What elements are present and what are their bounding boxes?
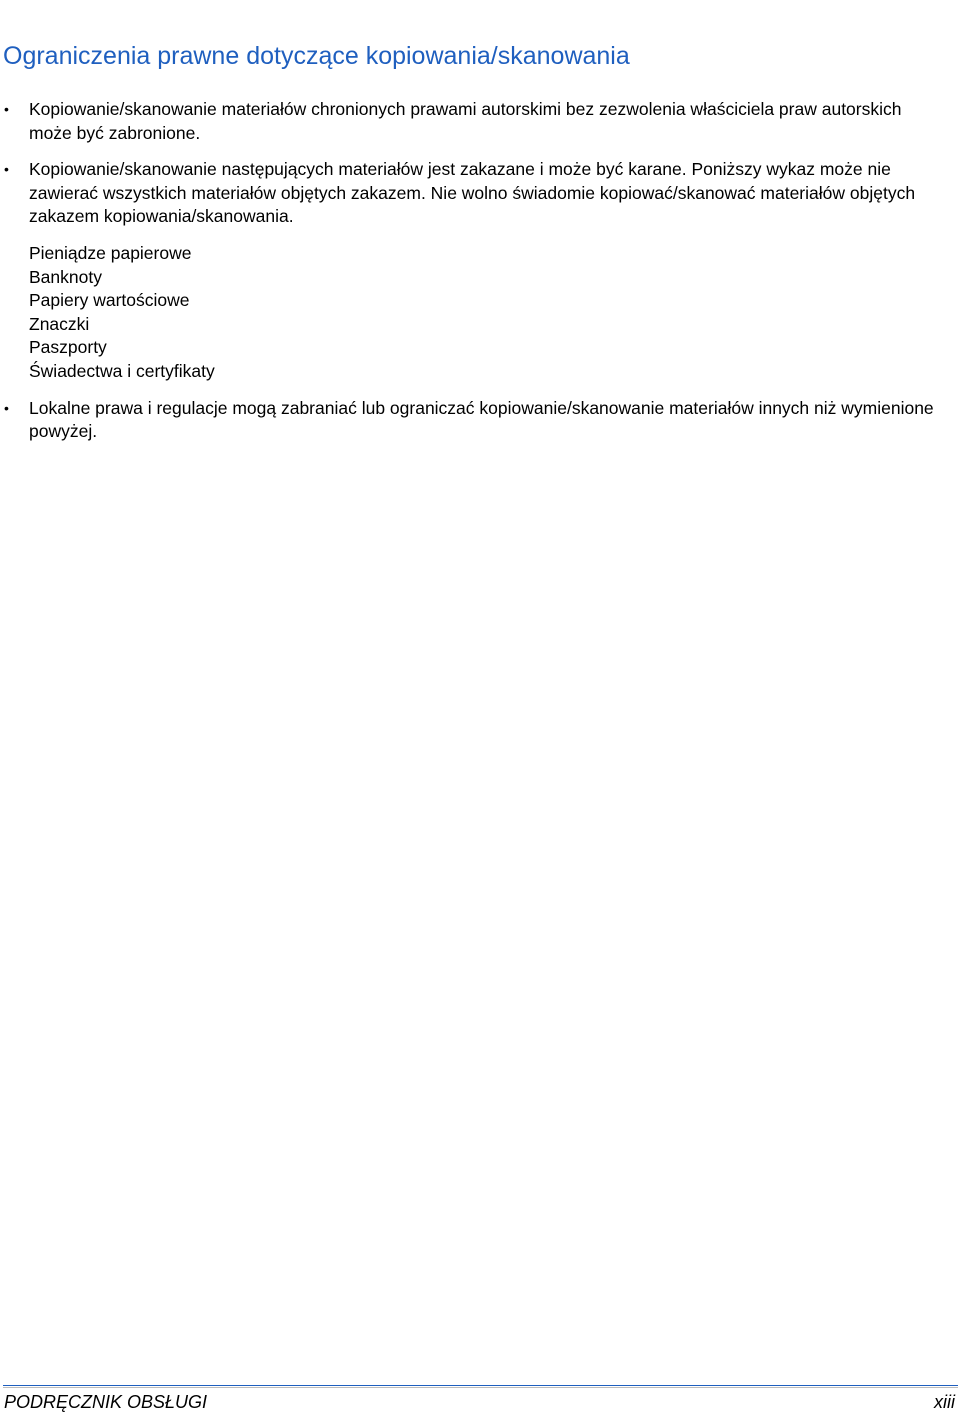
bullet-text: Kopiowanie/skanowanie następujących materiałów jest zakazane i może być karane. Poniższy wykaz może nie zawierać wszystkich materiałów objętych zakazem. Nie wolno świadomie kopiować/skanować materiałów objętych zakazem kopiowania/skanowania.: [29, 159, 916, 227]
prohibited-item: Pieniądze papierowe: [29, 242, 192, 263]
prohibited-item: Papiery wartościowe: [29, 290, 190, 311]
prohibited-item: Banknoty: [29, 266, 102, 287]
bullet-text: Kopiowanie/skanowanie materiałów chronionych prawami autorskimi bez zezwolenia właściciela praw autorskich może być zabronione.: [29, 99, 902, 143]
bullet-text: Lokalne prawa i regulacje mogą zabraniać lub ograniczać kopiowanie/skanowanie materiałów innych niż wymienione powyżej.: [29, 397, 934, 442]
prohibited-item: Znaczki: [29, 313, 90, 334]
list-item: [4, 98, 944, 145]
bullet-icon: •: [4, 161, 9, 178]
page-title: Ograniczenia prawne dotyczące kopiowania/skanowania: [3, 42, 630, 70]
footer-manual-title: PODRĘCZNIK OBSŁUGI: [4, 1392, 208, 1412]
bullet-icon: •: [4, 399, 9, 416]
prohibited-item: Paszporty: [29, 337, 107, 358]
list-item: [4, 397, 944, 444]
bullet-icon: •: [4, 101, 9, 117]
prohibited-item: Świadectwa i certyfikaty: [29, 360, 215, 381]
footer-page-number: xiii: [934, 1392, 955, 1412]
document-body: [4, 98, 944, 444]
prohibited-items-list: [29, 242, 944, 384]
list-item: [4, 158, 944, 229]
footer-divider: [3, 1385, 958, 1386]
